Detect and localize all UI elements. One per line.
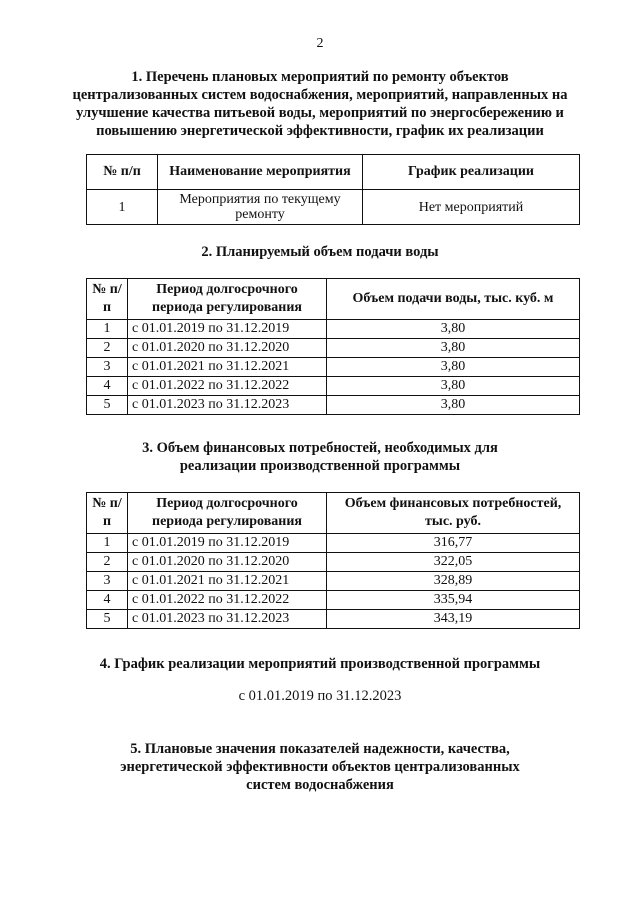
cell-volume: 3,80 (327, 377, 580, 396)
section3-title-line: реализации производственной программы (179, 458, 461, 474)
table-header-row (87, 493, 580, 534)
cell-number: 3 (87, 358, 128, 377)
section5-title (0, 740, 640, 794)
activities-table (86, 154, 580, 225)
section5-title-line: энергетической эффективности объектов централизованных (120, 759, 520, 775)
cell-number: 3 (87, 572, 128, 591)
cell-amount: 322,05 (327, 553, 580, 572)
cell-period: с 01.01.2019 по 31.12.2019 (128, 320, 327, 339)
section2-title: 2. Планируемый объем подачи воды (201, 244, 439, 260)
cell-amount: 335,94 (327, 591, 580, 610)
table-row (87, 190, 580, 225)
table-row (87, 396, 580, 415)
table-row (87, 553, 580, 572)
cell-amount: 343,19 (327, 610, 580, 629)
col-header-number: № п/п (87, 155, 158, 190)
section5-title-line: 5. Плановые значения показателей надежности, качества, (130, 741, 510, 757)
section3-title-line: 3. Объем финансовых потребностей, необходимых для (142, 440, 498, 456)
col-header-volume: Объем подачи воды, тыс. куб. м (327, 279, 580, 320)
cell-number: 1 (87, 320, 128, 339)
cell-number: 5 (87, 396, 128, 415)
cell-activity: Мероприятия по текущему ремонту (158, 190, 363, 225)
section1-title-line: 1. Перечень плановых мероприятий по ремонту объектов (131, 69, 509, 85)
table-header-row (87, 155, 580, 190)
cell-period: с 01.01.2020 по 31.12.2020 (128, 339, 327, 358)
table-header-row (87, 279, 580, 320)
section1-title-line: централизованных систем водоснабжения, мероприятий, направленных на (72, 87, 568, 103)
section5-title-line: систем водоснабжения (246, 777, 394, 793)
col-header-finance: Объем финансовых потребностей, тыс. руб. (327, 493, 580, 534)
cell-volume: 3,80 (327, 339, 580, 358)
page-number: 2 (316, 36, 324, 51)
cell-schedule: Нет мероприятий (363, 190, 580, 225)
section4-period: с 01.01.2019 по 31.12.2023 (238, 688, 402, 704)
cell-amount: 328,89 (327, 572, 580, 591)
col-header-activity: Наименование мероприятия (158, 155, 363, 190)
cell-volume: 3,80 (327, 320, 580, 339)
cell-period: с 01.01.2021 по 31.12.2021 (128, 358, 327, 377)
cell-period: с 01.01.2023 по 31.12.2023 (128, 396, 327, 415)
col-header-period: Период долгосрочного периода регулирования (128, 279, 327, 320)
cell-period: с 01.01.2022 по 31.12.2022 (128, 377, 327, 396)
section1-title (0, 68, 640, 140)
section3-title (0, 439, 640, 475)
table-row (87, 377, 580, 396)
water-supply-table (86, 278, 580, 415)
cell-period: с 01.01.2020 по 31.12.2020 (128, 553, 327, 572)
table-row (87, 320, 580, 339)
cell-number: 4 (87, 591, 128, 610)
table-row (87, 572, 580, 591)
cell-number: 1 (87, 534, 128, 553)
table-row (87, 339, 580, 358)
cell-amount: 316,77 (327, 534, 580, 553)
cell-period: с 01.01.2023 по 31.12.2023 (128, 610, 327, 629)
cell-period: с 01.01.2021 по 31.12.2021 (128, 572, 327, 591)
cell-period: с 01.01.2019 по 31.12.2019 (128, 534, 327, 553)
financial-needs-table (86, 492, 580, 629)
table-row (87, 591, 580, 610)
col-header-schedule: График реализации (363, 155, 580, 190)
cell-volume: 3,80 (327, 358, 580, 377)
section4-title: 4. График реализации мероприятий производственной программы (99, 656, 541, 672)
table-row (87, 534, 580, 553)
cell-period: с 01.01.2022 по 31.12.2022 (128, 591, 327, 610)
section1-title-line: улучшение качества питьевой воды, мероприятий по энергосбережению и (76, 105, 564, 121)
col-header-period: Период долгосрочного периода регулирования (128, 493, 327, 534)
cell-volume: 3,80 (327, 396, 580, 415)
cell-number: 4 (87, 377, 128, 396)
col-header-number: № п/п (87, 279, 128, 320)
cell-number: 1 (87, 190, 158, 225)
col-header-number: № п/п (87, 493, 128, 534)
cell-number: 5 (87, 610, 128, 629)
cell-number: 2 (87, 339, 128, 358)
table-row (87, 610, 580, 629)
cell-number: 2 (87, 553, 128, 572)
table-row (87, 358, 580, 377)
section1-title-line: повышению энергетической эффективности, график их реализации (96, 123, 544, 139)
